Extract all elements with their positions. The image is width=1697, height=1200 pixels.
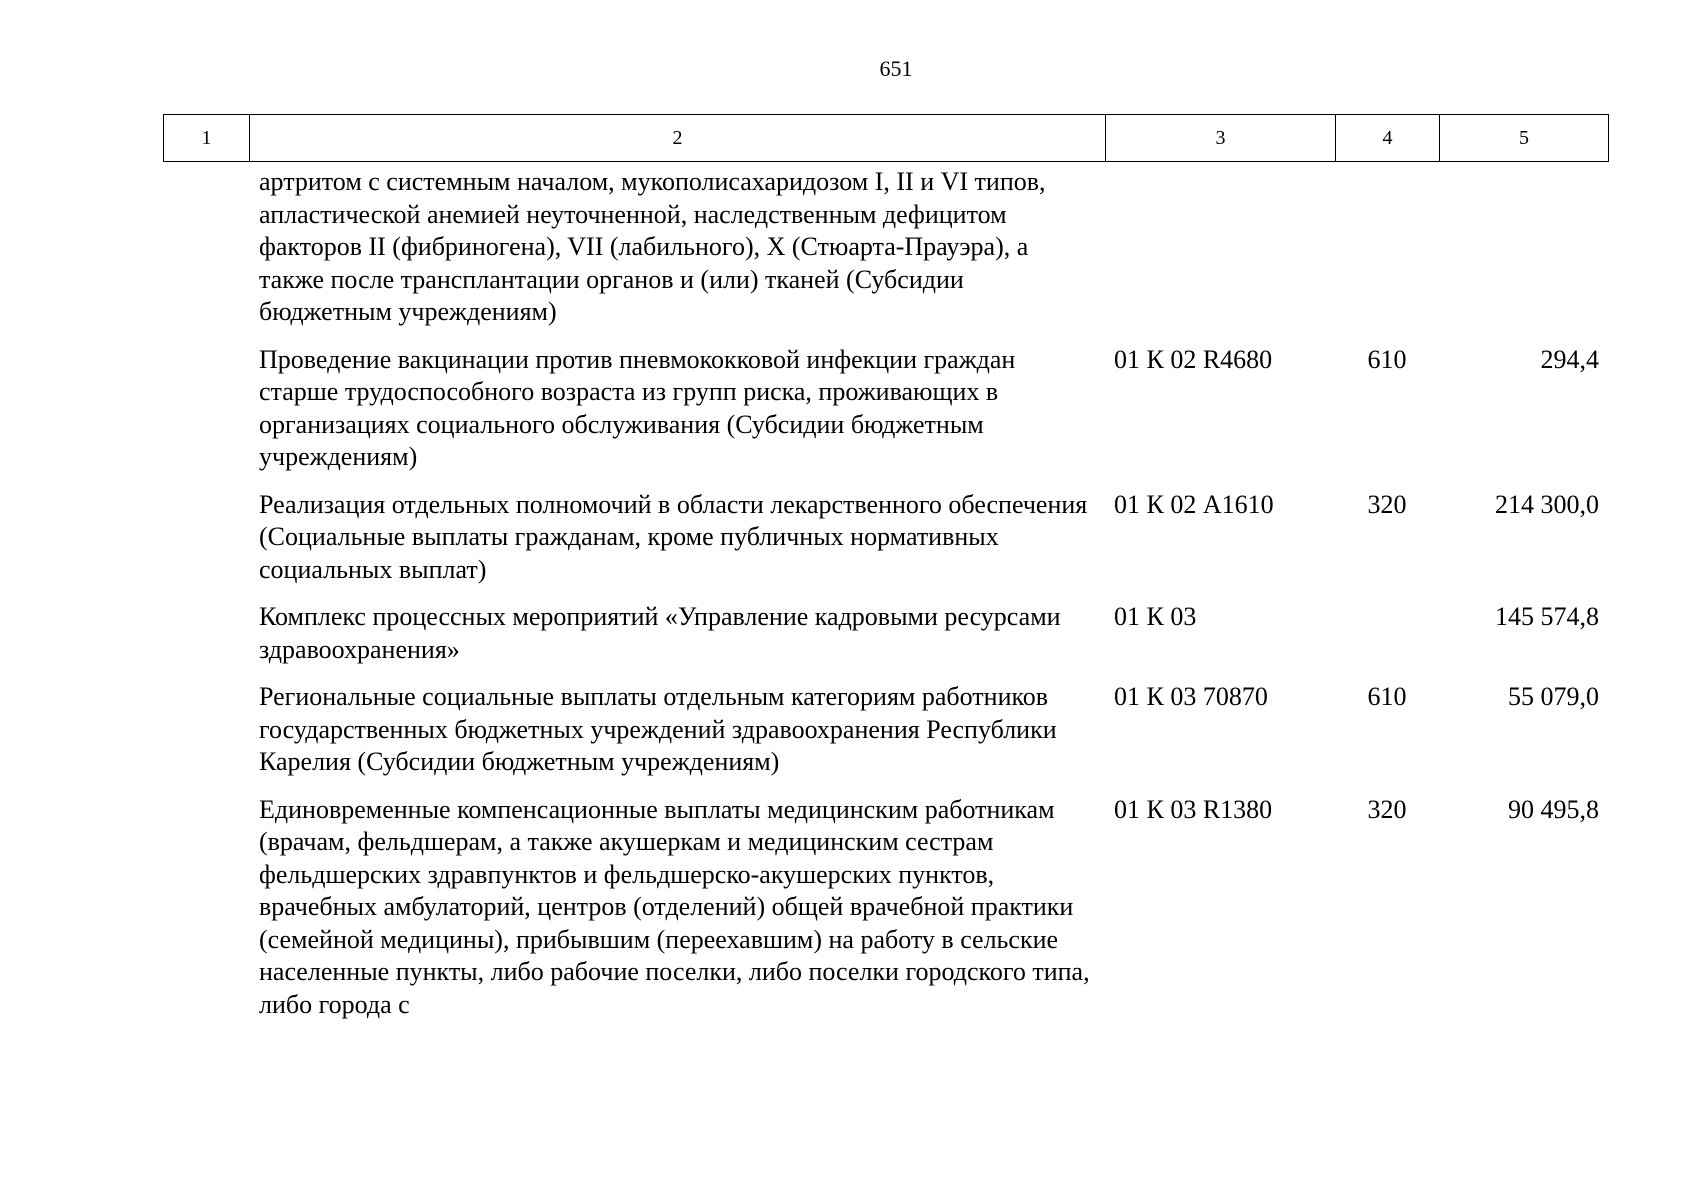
table-row [163, 681, 1608, 794]
row-target-code: 01 К 03 R1380 [1114, 794, 1273, 824]
row-amount: 294,4 [1540, 344, 1599, 374]
budget-table-body [163, 166, 1608, 1021]
table-row [163, 794, 1608, 1022]
row-target-code [1105, 166, 1335, 344]
column-number-3: 3 [1106, 115, 1336, 162]
row-description: Проведение вакцинации против пневмококковой инфекции граждан старше трудоспособного возраста из групп риска, проживающих в организациях социального обслуживания (Субсидии бюджетным учреждениям) [259, 344, 1016, 471]
row-description: Единовременные компенсационные выплаты медицинским работникам (врачам, фельдшерам, а также акушеркам и медицинским сестрам фельдшерских здравпунктов и фельдшерско-акушерских пунктов, врачебных амбулаторий, центров (отделений) общей врачебной практики (семейной медицины), прибывшим (переехавшим) на работу в сельские населенные пункты, либо рабочие поселки, либо поселки городского типа, либо города с [259, 794, 1090, 1019]
row-expense-type [1335, 601, 1439, 681]
row-amount [1439, 166, 1608, 344]
table-row [163, 166, 1608, 344]
row-expense-type [1335, 166, 1439, 344]
page-number: 651 [879, 56, 913, 81]
row-expense-type: 320 [1367, 489, 1407, 519]
column-number-1: 1 [164, 115, 250, 162]
row-expense-type: 610 [1367, 682, 1407, 711]
row-description: Комплекс процессных мероприятий «Управление кадровыми ресурсами здравоохранения» [259, 602, 1061, 664]
row-target-code: 01 К 03 [1114, 602, 1197, 631]
row-amount: 90 495,8 [1508, 794, 1599, 824]
column-header-row [163, 114, 1609, 162]
column-number-2: 2 [250, 115, 1106, 162]
row-description: артритом с системным началом, мукополисахаридозом I, II и VI типов, апластической анемией неуточненной, наследственным дефицитом факторов II (фибриногена), VII (лабильного), X (Стюарта-Прауэра), а также после трансплантации органов и (или) тканей (Субсидии бюджетным учреждениям) [259, 167, 1046, 326]
row-expense-type: 320 [1367, 794, 1407, 824]
table-row [163, 601, 1608, 681]
row-description: Региональные социальные выплаты отдельным категориям работников государственных бюджетных учреждений здравоохранения Республики Карелия (Субсидии бюджетным учреждениям) [259, 682, 1057, 776]
column-number-4: 4 [1336, 115, 1440, 162]
row-expense-type: 610 [1367, 344, 1407, 374]
row-amount: 214 300,0 [1495, 489, 1599, 519]
row-target-code: 01 К 03 70870 [1114, 682, 1268, 711]
row-amount: 55 079,0 [1508, 682, 1599, 711]
table-row [163, 344, 1608, 489]
row-description: Реализация отдельных полномочий в области лекарственного обеспечения (Социальные выплаты гражданам, кроме публичных нормативных социальных выплат) [259, 489, 1088, 584]
row-target-code: 01 К 02 А1610 [1114, 489, 1274, 519]
column-number-5: 5 [1440, 115, 1609, 162]
row-amount: 145 574,8 [1495, 602, 1599, 631]
row-target-code: 01 К 02 R4680 [1114, 344, 1273, 374]
table-row [163, 489, 1608, 602]
